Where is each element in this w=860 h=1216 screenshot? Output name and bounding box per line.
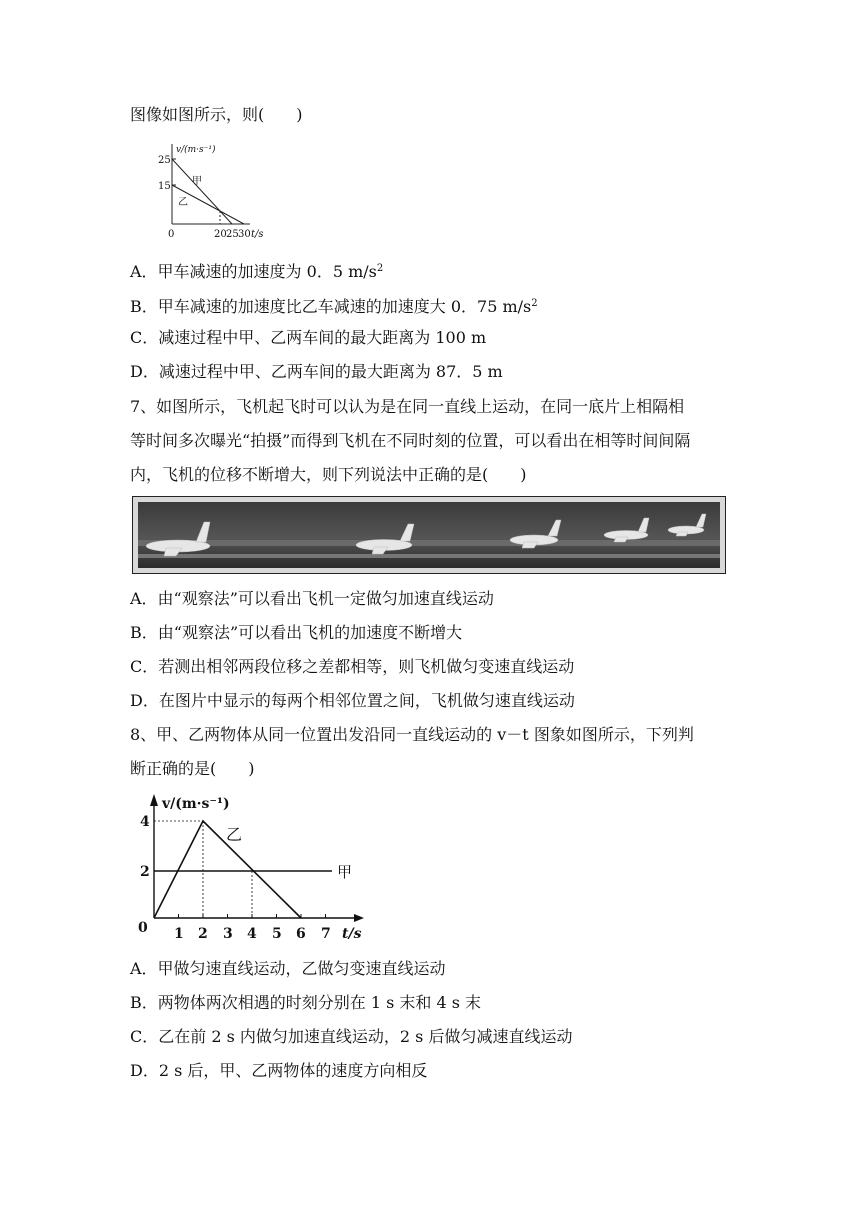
q6-option-a: A．甲车减速的加速度为 0．5 $m/s^2$ bbox=[130, 262, 384, 281]
q8-ytick-0: 0 bbox=[138, 920, 148, 936]
q6-ytick-15: 15 bbox=[158, 181, 171, 192]
q6-option-d: D．减速过程中甲、乙两车间的最大距离为 87．5 m bbox=[130, 362, 503, 381]
q6-vt-graph bbox=[140, 138, 270, 248]
q6-xtick-25: 25 bbox=[226, 229, 239, 240]
q7-option-d: D．在图片中显示的每两个相邻位置之间，飞机做匀速直线运动 bbox=[130, 691, 575, 710]
q6-xtick-20: 20 bbox=[214, 229, 227, 240]
q6-option-c: C．减速过程中甲、乙两车间的最大距离为 100 m bbox=[130, 328, 487, 347]
q8-xtick-6: 6 bbox=[296, 926, 306, 942]
q8-xtick-2: 2 bbox=[198, 926, 208, 942]
q8-xtick-1: 1 bbox=[174, 926, 184, 942]
q7-option-b: B．由“观察法”可以看出飞机的加速度不断增大 bbox=[130, 623, 463, 642]
q6-xlabel: t/s bbox=[251, 229, 264, 240]
q7-option-a: A．由“观察法”可以看出飞机一定做匀加速直线运动 bbox=[130, 589, 494, 608]
q8-stem-line-2: 断正确的是( ) bbox=[130, 759, 255, 778]
q8-xtick-3: 3 bbox=[223, 926, 233, 942]
q8-xtick-4: 4 bbox=[247, 926, 257, 942]
q8-stem-line-1: 8、甲、乙两物体从同一位置出发沿同一直线运动的 v－t 图象如图所示，下列判 bbox=[130, 725, 694, 744]
q8-vt-graph bbox=[132, 788, 372, 948]
q6-stem-tail: 图像如图所示，则( ) bbox=[130, 105, 303, 124]
q8-ytick-4: 4 bbox=[140, 814, 150, 830]
q6-xtick-0: 0 bbox=[168, 229, 175, 240]
q8-label-jia: 甲 bbox=[337, 863, 353, 881]
q8-ytick-2: 2 bbox=[140, 864, 150, 880]
q8-option-d: D．2 s 后，甲、乙两物体的速度方向相反 bbox=[130, 1061, 428, 1080]
q7-option-c: C．若测出相邻两段位移之差都相等，则飞机做匀变速直线运动 bbox=[130, 657, 575, 676]
q8-option-c: C．乙在前 2 s 内做匀加速直线运动，2 s 后做匀减速直线运动 bbox=[130, 1027, 573, 1046]
q8-xtick-7: 7 bbox=[321, 926, 331, 942]
q8-xlabel: t/s bbox=[342, 926, 362, 942]
q6-series-jia-line bbox=[172, 159, 232, 224]
q8-option-b: B．两物体两次相遇的时刻分别在 1 s 末和 4 s 末 bbox=[130, 993, 482, 1012]
q6-xtick-30: 30 bbox=[238, 229, 251, 240]
q7-stem-line-3: 内，飞机的位移不断增大，则下列说法中正确的是( ) bbox=[130, 465, 527, 484]
q7-stem-line-2: 等时间多次曝光“拍摄”而得到飞机在不同时刻的位置，可以看出在相等时间间隔 bbox=[130, 431, 691, 450]
q8-option-a: A．甲做匀速直线运动，乙做匀变速直线运动 bbox=[130, 959, 446, 978]
q8-label-yi: 乙 bbox=[226, 825, 243, 844]
q6-ylabel: v/(m·s⁻¹) bbox=[176, 145, 216, 155]
q7-airplane-photo bbox=[132, 496, 726, 574]
q6-label-yi: 乙 bbox=[178, 197, 188, 208]
q6-option-b: B．甲车减速的加速度比乙车减速的加速度大 0．75 $m/s^2$ bbox=[130, 297, 538, 316]
q6-ytick-25: 25 bbox=[158, 155, 171, 166]
q8-xtick-5: 5 bbox=[272, 926, 282, 942]
q7-stem-line-1: 7、如图所示，飞机起飞时可以认为是在同一直线上运动，在同一底片上相隔相 bbox=[130, 397, 685, 416]
q8-ylabel: v/(m·s⁻¹) bbox=[162, 796, 230, 812]
q6-label-jia: 甲 bbox=[192, 176, 202, 187]
